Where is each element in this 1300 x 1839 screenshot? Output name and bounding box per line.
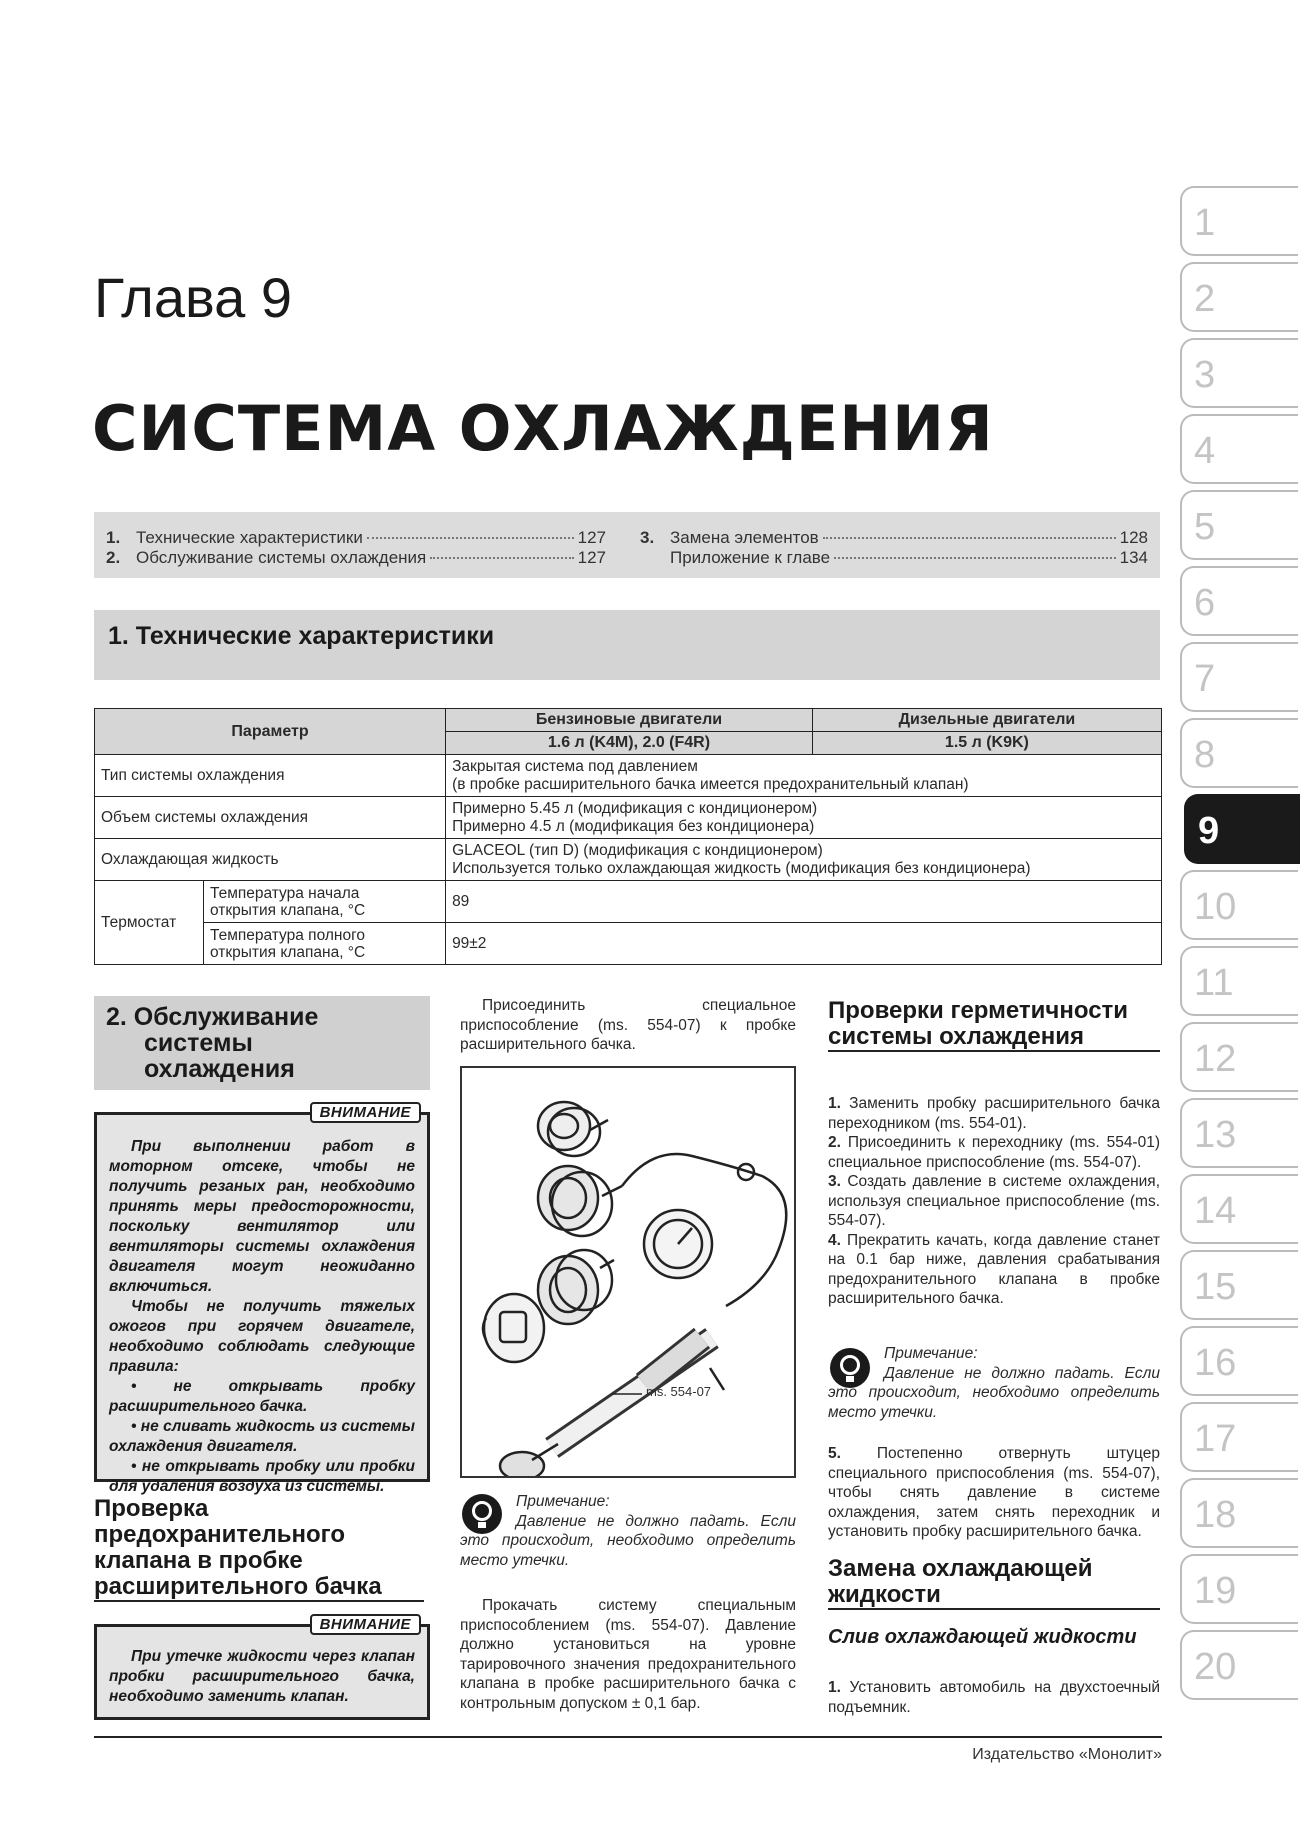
chapter-tab-11[interactable]: 11 [1180, 946, 1298, 1016]
chapter-tab-16[interactable]: 16 [1180, 1326, 1298, 1396]
warning-label: ВНИМАНИЕ [310, 1614, 421, 1635]
list-item: 3. Создать давление в системе охлаждения, используя специальное приспособление (ms. 554-07). [828, 1173, 1160, 1229]
petrol-header: Бензиновые двигатели [446, 709, 813, 732]
warning-label: ВНИМАНИЕ [310, 1102, 421, 1123]
chapter-tab-15[interactable]: 15 [1180, 1250, 1298, 1320]
note: Примечание: Давление не должно падать. Если это происходит, необходимо определить место утечки. [828, 1345, 1160, 1421]
section-title: 1. Технические характеристики [108, 622, 495, 650]
chapter-tab-18[interactable]: 18 [1180, 1478, 1298, 1548]
chapter-tab-10[interactable]: 10 [1180, 870, 1298, 940]
footer-rule [94, 1736, 1162, 1738]
subsection-title: Проверки герметичности системы охлаждения [828, 998, 1160, 1052]
chapter-label: Глава 9 [94, 266, 292, 329]
steps-list [828, 1444, 1160, 1542]
table-row: Охлаждающая жидкость GLACEOL (тип D) (модификация с кондиционером) Используется только охлаждающая жидкость (модификация без кондиционера) [95, 839, 1162, 881]
chapter-tab-9[interactable]: 9 [1184, 794, 1300, 864]
pressure-tester-illustration [462, 1068, 794, 1476]
warning-box: ВНИМАНИЕ При выполнении работ в моторном отсеке, чтобы не получить резаных ран, необходимо принять меры предосторожности, поскольку вентилятор или вентиляторы системы охлаждения двигателя могут неожиданно включиться. Чтобы не получить тяжелых ожогов при горячем двигателе, необходимо соблюдать следующие правила: • не открывать пробку расширительного бачка. • не сливать жидкость из системы охлаждения двигателя. • не открывать пробку или пробки для удаления воздуха из системы. [94, 1112, 430, 1482]
table-row: Объем системы охлаждения Примерно 5.45 л (модификация с кондиционером) Примерно 4.5 л (модификация без кондиционера) [95, 797, 1162, 839]
toc-item[interactable]: 2. Обслуживание системы охлаждения 127 [106, 548, 606, 567]
note: Примечание: Давление не должно падать. Если это происходит, необходимо определить место утечки. [460, 1493, 796, 1569]
table-row: Тип системы охлаждения Закрытая система под давлением (в пробке расширительного бачка имеется предохранительный клапан) [95, 755, 1162, 797]
subsection-title: Проверка предохранительного клапана в пробке расширительного бачка [94, 1496, 424, 1602]
pressure-tester-figure [460, 1066, 796, 1478]
chapter-tab-6[interactable]: 6 [1180, 566, 1298, 636]
table-row: Температура полного открытия клапана, °С 99±2 [95, 923, 1162, 965]
section-header [94, 610, 1160, 680]
paragraph: Присоединить специальное приспособление (ms. 554-07) к пробке расширительного бачка. [460, 997, 796, 1053]
subsubsection-title: Слив охлаждающей жидкости [828, 1626, 1137, 1648]
toc-item[interactable]: 1. Технические характеристики 127 [106, 528, 606, 547]
chapter-tab-20[interactable]: 20 [1180, 1630, 1298, 1700]
chapter-tab-8[interactable]: 8 [1180, 718, 1298, 788]
table-row: Термостат Температура начала открытия клапана, °С 89 [95, 881, 1162, 923]
section-2-header: 2. Обслуживание системы охлаждения [94, 996, 430, 1090]
diesel-header: Дизельные двигатели [812, 709, 1161, 732]
figure-label: ms. 554-07 [646, 1384, 712, 1399]
subsection-title: Замена охлаждающей жидкости [828, 1556, 1160, 1610]
chapter-tab-13[interactable]: 13 [1180, 1098, 1298, 1168]
chapter-title: СИСТЕМА ОХЛАЖДЕНИЯ [92, 392, 994, 465]
chapter-tab-1[interactable]: 1 [1180, 186, 1298, 256]
chapter-tab-17[interactable]: 17 [1180, 1402, 1298, 1472]
list-item: 2. Присоединить к переходнику (ms. 554-01) специальное приспособление (ms. 554-07). [828, 1134, 1160, 1171]
list-item: 5. Постепенно отвернуть штуцер специального приспособления (ms. 554-07), чтобы снять давление в системе охлаждения, затем снять переходник и установить пробку расширительного бачка. [828, 1445, 1160, 1540]
publisher: Издательство «Монолит» [972, 1746, 1162, 1763]
chapter-tab-5[interactable]: 5 [1180, 490, 1298, 560]
chapter-tab-2[interactable]: 2 [1180, 262, 1298, 332]
chapter-tab-7[interactable]: 7 [1180, 642, 1298, 712]
list-item: 1. Заменить пробку расширительного бачка переходником (ms. 554-01). [828, 1095, 1160, 1132]
petrol-sub: 1.6 л (K4M), 2.0 (F4R) [446, 732, 813, 755]
list-item: 1. Установить автомобиль на двухстоечный подъемник. [828, 1679, 1160, 1716]
toc-item[interactable]: 3. Замена элементов 128 [640, 528, 1148, 547]
toc-item[interactable]: Приложение к главе 134 [670, 548, 1148, 567]
steps-list [828, 1678, 1160, 1717]
chapter-tab-4[interactable]: 4 [1180, 414, 1298, 484]
paragraph: Прокачать систему специальным приспособлением (ms. 554-07). Давление должно установиться на уровне тарировочного значения предохранительного клапана в пробке расширительного бачка с контрольным допуском ± 0,1 бар. [460, 1597, 796, 1712]
table-of-contents [94, 512, 1160, 578]
warning-box: ВНИМАНИЕ При утечке жидкости через клапан пробки расширительного бачка, необходимо заменить клапан. [94, 1624, 430, 1720]
param-header: Параметр [95, 709, 446, 755]
spec-table [94, 708, 1162, 965]
chapter-tab-12[interactable]: 12 [1180, 1022, 1298, 1092]
steps-list [828, 1094, 1160, 1309]
chapter-tab-14[interactable]: 14 [1180, 1174, 1298, 1244]
list-item: 4. Прекратить качать, когда давление станет на 0.1 бар ниже, давления срабатывания предохранительного клапана в пробке расширительного бачка. [828, 1231, 1160, 1307]
diesel-sub: 1.5 л (K9K) [812, 732, 1161, 755]
chapter-tab-3[interactable]: 3 [1180, 338, 1298, 408]
chapter-tab-19[interactable]: 19 [1180, 1554, 1298, 1624]
